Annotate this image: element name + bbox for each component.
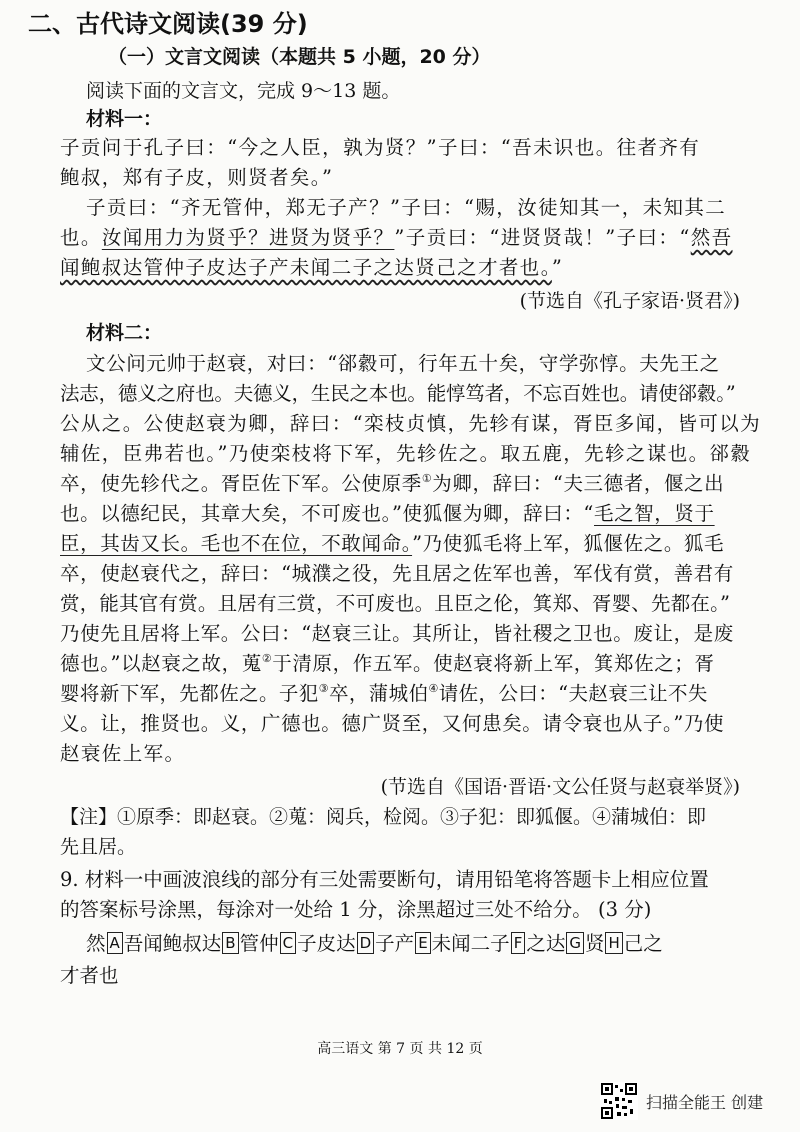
material1-source: (节选自《孔子家语·贤君》) (519, 290, 740, 312)
material2-line (60, 498, 715, 526)
scanner-watermark: 扫描全能王 创建 (646, 1093, 764, 1112)
material1-line (60, 252, 563, 280)
question-9-line: 的答案标号涂黑，每涂对一处给 1 分，涂黑超过三处不给分。 (3 分) (60, 898, 652, 921)
material2-line: 赏，能其官有赏。且居有三赏，不可废也。且臣之伦，箕郑、胥婴、先都在。” (60, 592, 731, 615)
material2-line: 义。让，推贤也。义，广德也。德广贤至，又何患矣。请令衰也从子。”乃使 (60, 712, 725, 735)
material1-line: 鲍叔，郑有子皮，则贤者矣。” (60, 166, 334, 189)
wavy-underlined-text: 然吾 (690, 226, 733, 249)
answer-option-box: C (280, 932, 296, 954)
material1-line (60, 222, 733, 250)
text-segment: 也。 (60, 226, 102, 249)
answer-segment-text: 吾闻鲍叔达 (123, 932, 222, 955)
text-segment: ” (551, 256, 564, 279)
answer-segment-text: 己之 (623, 932, 663, 955)
section-title: 二、古代诗文阅读(39 分) (28, 10, 308, 38)
answer-segment-text: 子皮达 (297, 932, 356, 955)
material2-line: 文公问元帅于赵衰，对曰：“郤縠可，行年五十矣，守学弥惇。夫先王之 (86, 352, 720, 375)
material2-line: 赵衰佐上军。 (60, 742, 186, 765)
text-segment: 婴将新下军，先都佐之。子犯 (60, 682, 319, 705)
subsection-title: （一）文言文阅读（本题共 5 小题，20 分） (108, 46, 491, 68)
note-marker: ② (261, 652, 273, 665)
material2-line (60, 678, 708, 706)
wavy-underlined-text: 闻鲍叔达管仲子皮达子产未闻二子之达贤己之才者也。 (60, 256, 552, 279)
underlined-text: 臣，其齿又长。毛也不在位，不敢闻命。 (60, 532, 413, 555)
material2-line: 乃使先且居将上军。公曰：“赵衰三让。其所让，皆社稷之卫也。废让，是废 (60, 622, 734, 645)
qr-code-icon (600, 1082, 638, 1120)
answer-option-box: A (107, 932, 123, 954)
answer-segment-text: 管仲 (239, 932, 279, 955)
underlined-text: 毛之智，贤于 (594, 502, 715, 525)
answer-option-box: E (415, 932, 430, 954)
text-segment: 也。以德纪民，其章大矣，不可废也。”使狐偃为卿，辞曰：“ (60, 502, 594, 525)
answer-option-box: G (566, 932, 584, 954)
note-marker: ③ (318, 682, 329, 695)
text-segment: 卒，使先轸代之。胥臣佐下军。公使原季 (60, 472, 422, 495)
text-segment: ”子贡曰：“进贤贤哉！”子曰：“ (394, 226, 691, 249)
material2-source: (节选自《国语·晋语·文公任贤与赵衰举贤》) (380, 776, 740, 798)
text-segment: 卒，蒲城伯 (328, 682, 429, 705)
material2-line: 公从之。公使赵衰为卿，辞曰：“栾枝贞慎，先轸有谋，胥臣多闻，皆可以为 (60, 412, 762, 435)
question-9-line: 9. 材料一中画波浪线的部分有三处需要断句，请用铅笔将答题卡上相应位置 (60, 868, 709, 891)
material2-heading: 材料二： (86, 322, 163, 344)
material2-line (60, 468, 724, 496)
answer-segment-text: 之达 (526, 932, 566, 955)
text-segment: 德也。”以赵衰之故，蒐 (60, 652, 262, 675)
notes-line: 【注】①原季：即赵衰。②蒐：阅兵，检阅。③子犯：即狐偃。④蒲城伯：即 (60, 806, 707, 828)
answer-segment-text: 然 (86, 932, 106, 955)
material2-line (60, 528, 724, 556)
answer-option-box: F (511, 932, 526, 954)
note-marker: ④ (428, 682, 439, 695)
answer-segment-text: 未闻二子 (431, 932, 510, 955)
question-9-answer-segments (86, 928, 663, 956)
material1-heading: 材料一： (86, 108, 163, 130)
question-9-tail: 才者也 (60, 964, 119, 987)
material1-line: 子贡曰：“齐无管仲，郑无子产？”子曰：“赐，汝徒知其一，未知其二 (86, 196, 727, 219)
material2-line: 辅佐，臣弗若也。”乃使栾枝将下军，先轸佐之。取五鹿，先轸之谋也。郤縠 (60, 442, 752, 465)
material1-line: 子贡问于孔子曰：“今之人臣，孰为贤？”子曰：“吾未识也。往者齐有 (60, 136, 701, 159)
text-segment: 请佐，公曰：“夫赵衰三让不失 (438, 682, 708, 705)
page-footer: 高三语文 第 7 页 共 12 页 (317, 1041, 483, 1057)
answer-segment-text: 贤 (584, 932, 605, 955)
answer-segment-text: 子产 (375, 932, 415, 955)
text-segment: 为卿，辞曰：“夫三德者，偃之出 (432, 472, 725, 495)
answer-option-box: B (222, 932, 238, 954)
underlined-text: 汝闻用力为贤乎？进贤为贤乎？ (101, 226, 395, 249)
material2-line: 法志，德义之府也。夫德义，生民之本也。能惇笃者，不忘百姓也。请使郤縠。” (60, 382, 736, 405)
notes-line: 先且居。 (60, 836, 137, 858)
instruction: 阅读下面的文言文，完成 9～13 题。 (86, 80, 401, 102)
material2-line (60, 648, 715, 676)
text-segment: 于清原，作五军。使赵衰将新上军，箕郑佐之；胥 (272, 652, 715, 675)
note-marker: ① (421, 472, 433, 485)
text-segment: ”乃使狐毛将上军，狐偃佐之。狐毛 (412, 532, 725, 555)
answer-option-box: D (357, 932, 375, 954)
answer-option-box: H (605, 932, 622, 954)
material2-line: 卒，使赵衰代之，辞曰：“城濮之役，先且居之佐军也善，军伐有赏，善君有 (60, 562, 734, 585)
